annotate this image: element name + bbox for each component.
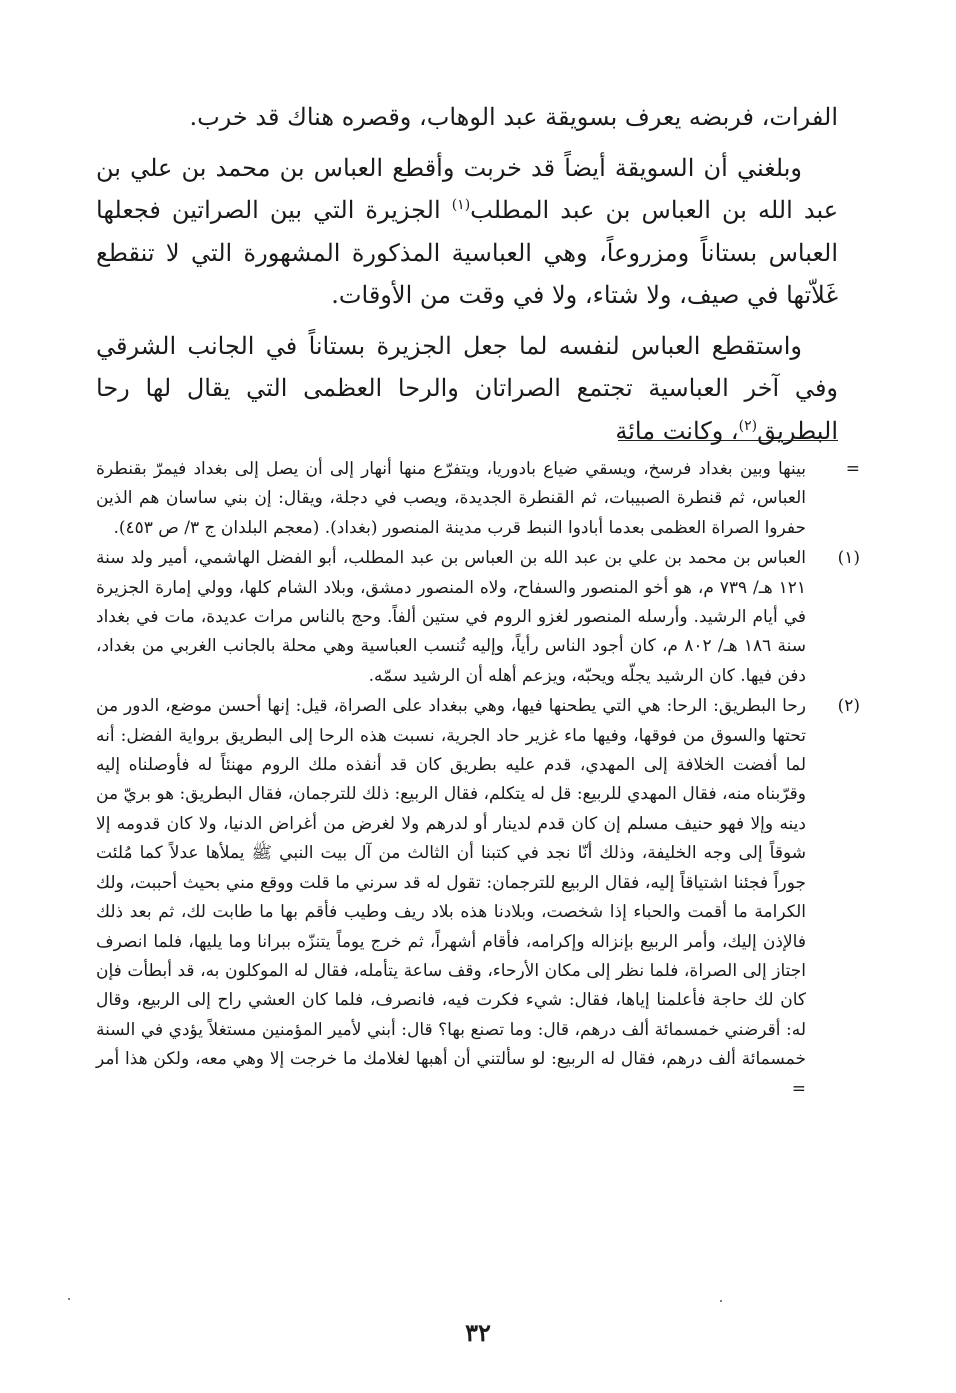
paragraph-3 xyxy=(96,325,838,453)
footnote-marker: = xyxy=(845,459,860,479)
paragraph-3-part-a: واستقطع العباس لنفسه لما جعل الجزيرة بستاناً في الجانب الشرقي وفي آخر العباسية تجتمع الصراتان والرحا العظمى التي يقال لها رحا البطريق xyxy=(96,331,838,445)
paragraph-2-part-a: وبلغني أن السويقة أيضاً قد خربت وأقطع العباس بن محمد بن علي بن عبد الله بن العباس بن عبد المطلب xyxy=(96,153,839,224)
paragraph-2 xyxy=(96,147,838,317)
footnote-ref-1: (١) xyxy=(451,197,471,213)
footnote-separator xyxy=(618,440,838,441)
main-text xyxy=(96,96,838,460)
footnote-text: رحا البطريق: الرحا: هي التي يطحنها فيها، وهي ببغداد على الصراة، قيل: إنها أحسن موضع، الدور من تحتها والسوق من فوقها، وفيها ماء غزير حاد الجرية، نسبت هذه الرحا إلى البطريق برواية الفضل: أنه لما أفضت الخلافة إلى المهدي، قدم عليه بطريق كان قد أنفذه ملك الروم مهنئاً له فأوصلناه إليه وقرّبناه منه، فقال المهدي للربيع: قل له يتكلم، فقال الربيع: ذلك للترجمان، فقال البطريق: هو بريّ من دينه وإلا فهو حنيف مسلم إن كان قدم لدينار أو لدرهم ولا لغرض من أغراض الدنيا، ولا كان قدومه إلا شوقاً إلى وجه الخليفة، وذلك أنّا نجد في كتبنا أن الثالث من آل بيت النبي ﷺ يملأها عدلاً كما مُلئت جوراً فجئنا اشتياقاً إليه، فقال الربيع للترجمان: تقول له قد سرني ما قلت ووقع مني بحيث أحببت، ولك الكرامة ما أقمت والحباء إذا شخصت، وبلادنا هذه بلاد ريف وطيب فأقم بها ما طابت لك، ثم بعد ذلك فالإذن إليك، وأمر الربيع بإنزاله وإكرامه، فأقام أشهراً، ثم خرج يوماً يتنزّه ببرانا وما يليها، فلما انصرف اجتاز إلى الصراة، فلما نظر إلى مكان الأرحاء، وقف ساعة يتأمله، فقال له الموكلون به، قد أبطأت فإن كان لك حاجة فأعلمنا إياها، فقال: شيء فكرت فيه، فانصرف، فلما كان العشي راح إلى الربيع، وقال له: أقرضني خمسمائة ألف درهم، قال: وما تصنع بها؟ قال: أبني لأمير المؤمنين مستغلاً يؤدي في السنة خمسمائة ألف درهم، فقال له الربيع: لو سألتني أن أهبها لغلامك ما خرجت إلا وهي معه، ولكن هذا أمر = xyxy=(96,696,806,1099)
footnotes xyxy=(96,455,860,1105)
footnote-continuation xyxy=(96,455,860,543)
footnote-text: العباس بن محمد بن علي بن عبد الله بن العباس بن عبد المطلب، أبو الفضل الهاشمي، أمير ولد سنة ١٢١ هـ/ ٧٣٩ م، هو أخو المنصور والسفاح، ولاه المنصور دمشق، وبلاد الشام كلها، وولي إمارة الجزيرة في أيام الرشيد. وأرسله المنصور لغزو الروم في ستين ألفاً. وحج بالناس مرات عديدة، مات في بغداد سنة ١٨٦ هـ/ ٨٠٢ م، كان أجود الناس رأياً، وإليه تُنسب العباسية وهي محلة بالجانب الغربي من بغداد، دفن فيها. كان الرشيد يجلّه ويحبّه، ويزعم أهله أن الرشيد سمّه. xyxy=(96,548,806,686)
footnote-marker: (٢) xyxy=(837,696,860,717)
footnote-marker: (١) xyxy=(837,548,860,569)
paragraph-3-part-b: ، وكانت مائة xyxy=(615,416,739,445)
scan-speck xyxy=(720,1300,722,1302)
paragraph-2-part-b: الجزيرة التي بين الصراتين فجعلها العباس بستاناً ومزروعاً، وهي العباسية المذكورة المشهورة التي لا تنقطع غَلاّتها في صيف، ولا شتاء، ولا في وقت من الأوقات. xyxy=(96,196,838,309)
scan-speck xyxy=(68,1298,70,1300)
page-number: ٣٢ xyxy=(465,1318,491,1347)
paragraph-1: الفرات، فربضه يعرف بسويقة عبد الوهاب، وقصره هناك قد خرب. xyxy=(189,103,838,131)
footnote-text: بينها وبين بغداد فرسخ، ويسقي ضياع بادوريا، ويتفرّع منها أنهار إلى أن يصل إلى بغداد فيمرّ بقنطرة العباس، ثم قنطرة الصبيبات، ثم القنطرة الجديدة، ويصب في دجلة، ويقال: إن بني ساسان هم الذين حفروا الصراة العظمى بعدما أبادوا النبط قرب مدينة المنصور (بغداد). (معجم البلدان ج ٣/ ص ٤٥٣). xyxy=(96,459,806,538)
footnote-1 xyxy=(96,544,860,691)
footnote-ref-2: (٢) xyxy=(738,417,758,434)
footnote-2 xyxy=(96,692,860,1104)
